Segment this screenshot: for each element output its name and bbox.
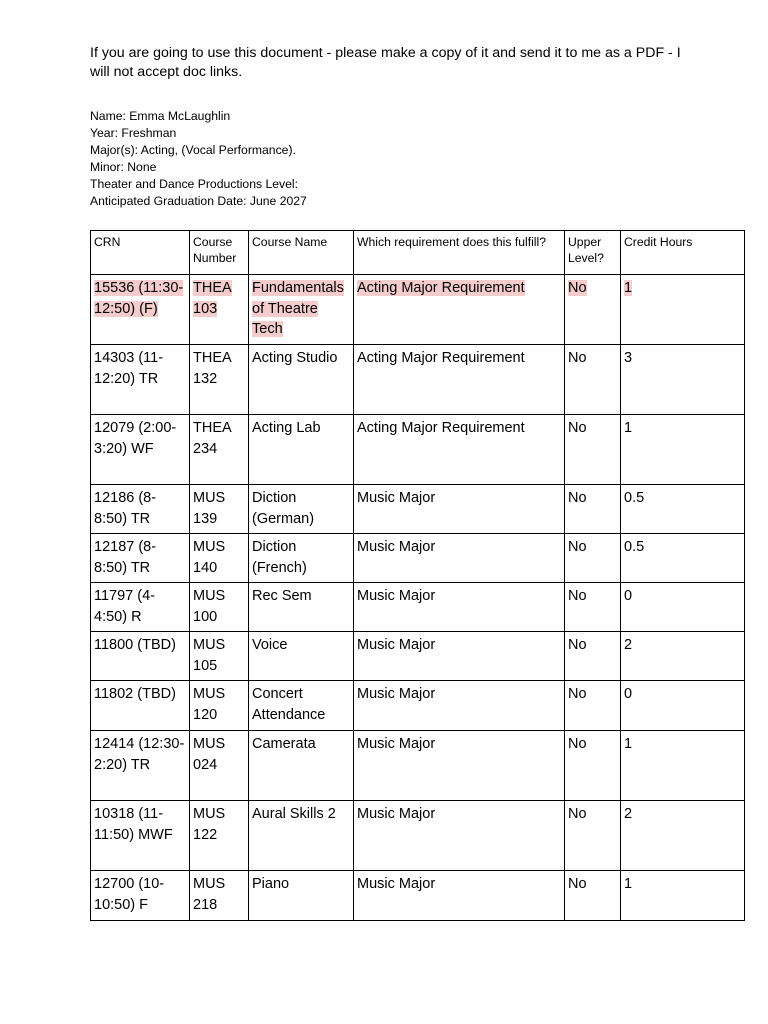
- cell-upper-level: [565, 275, 621, 345]
- cell-crn: [91, 871, 190, 921]
- student-info: [90, 108, 744, 210]
- cell-text: MUS 140: [193, 539, 226, 576]
- cell-requirement: [354, 681, 565, 731]
- cell-text: THEA 103: [193, 280, 232, 317]
- cell-text: 12079 (2:00-3:20) WF: [94, 420, 177, 457]
- cell-text: Music Major: [357, 686, 436, 702]
- cell-course-name: [249, 415, 354, 485]
- cell-crn: [91, 801, 190, 871]
- cell-text: MUS 122: [193, 806, 226, 843]
- cell-text: 1: [624, 736, 633, 752]
- cell-course-number: [190, 534, 249, 583]
- cell-text: 12187 (8-8:50) TR: [94, 539, 157, 576]
- cell-text: 11802 (TBD): [94, 686, 176, 702]
- table-row: [91, 583, 745, 632]
- cell-text: 14303 (11-12:20) TR: [94, 350, 164, 387]
- cell-crn: [91, 345, 190, 415]
- cell-text: 10318 (11-11:50) MWF: [94, 806, 173, 843]
- cell-course-name: [249, 632, 354, 681]
- cell-text: 15536 (11:30-12:50) (F): [94, 280, 184, 317]
- cell-text: No: [568, 876, 587, 892]
- student-minor: Minor: None: [90, 160, 157, 174]
- table-row: [91, 801, 745, 871]
- cell-text: No: [568, 736, 587, 752]
- cell-text: 1: [624, 420, 633, 436]
- cell-requirement: [354, 275, 565, 345]
- cell-requirement: [354, 583, 565, 632]
- cell-credit-hours: [621, 681, 745, 731]
- cell-text: MUS 105: [193, 637, 226, 674]
- cell-course-name: [249, 681, 354, 731]
- table-row: [91, 275, 745, 345]
- cell-text: 3: [624, 350, 633, 366]
- table-row: [91, 485, 745, 534]
- cell-text: Acting Major Requirement: [357, 280, 525, 296]
- cell-text: Music Major: [357, 588, 436, 604]
- table-row: [91, 871, 745, 921]
- cell-course-number: [190, 345, 249, 415]
- cell-text: Acting Major Requirement: [357, 350, 525, 366]
- cell-text: Music Major: [357, 637, 436, 653]
- cell-text: Fundamentals of Theatre Tech: [252, 280, 344, 337]
- cell-text: Piano: [252, 876, 290, 892]
- cell-text: 0.5: [624, 539, 645, 555]
- cell-text: 12700 (10-10:50) F: [94, 876, 165, 913]
- cell-text: Acting Studio: [252, 350, 338, 366]
- cell-text: THEA 132: [193, 350, 231, 387]
- cell-course-name: [249, 801, 354, 871]
- header-course-name: Course Name: [249, 231, 354, 275]
- student-name: Name: Emma McLaughlin: [90, 109, 231, 123]
- cell-text: Acting Major Requirement: [357, 420, 525, 436]
- cell-course-number: [190, 632, 249, 681]
- cell-text: Music Major: [357, 806, 436, 822]
- cell-requirement: [354, 632, 565, 681]
- cell-credit-hours: [621, 583, 745, 632]
- course-table: [90, 230, 745, 921]
- productions-level: Theater and Dance Productions Level:: [90, 177, 298, 191]
- cell-text: 0: [624, 686, 633, 702]
- cell-course-number: [190, 485, 249, 534]
- cell-upper-level: [565, 534, 621, 583]
- cell-crn: [91, 731, 190, 801]
- cell-text: Music Major: [357, 736, 436, 752]
- cell-credit-hours: [621, 801, 745, 871]
- cell-course-number: [190, 275, 249, 345]
- cell-text: 11800 (TBD): [94, 637, 176, 653]
- cell-text: No: [568, 686, 587, 702]
- cell-crn: [91, 485, 190, 534]
- header-credit-hours: Credit Hours: [621, 231, 745, 275]
- cell-course-name: [249, 871, 354, 921]
- cell-text: Concert Attendance: [252, 686, 326, 723]
- cell-text: MUS 100: [193, 588, 226, 625]
- cell-crn: [91, 681, 190, 731]
- cell-upper-level: [565, 801, 621, 871]
- cell-course-name: [249, 534, 354, 583]
- table-row: [91, 534, 745, 583]
- cell-text: MUS 218: [193, 876, 226, 913]
- cell-credit-hours: [621, 534, 745, 583]
- cell-text: 2: [624, 637, 633, 653]
- cell-text: 12414 (12:30-2:20) TR: [94, 736, 185, 773]
- cell-upper-level: [565, 871, 621, 921]
- cell-course-name: [249, 731, 354, 801]
- cell-course-number: [190, 731, 249, 801]
- table-row: [91, 345, 745, 415]
- cell-course-number: [190, 681, 249, 731]
- cell-text: No: [568, 420, 587, 436]
- cell-text: No: [568, 280, 587, 296]
- cell-text: Rec Sem: [252, 588, 312, 604]
- cell-course-number: [190, 801, 249, 871]
- cell-credit-hours: [621, 731, 745, 801]
- cell-upper-level: [565, 681, 621, 731]
- table-row: [91, 681, 745, 731]
- cell-upper-level: [565, 731, 621, 801]
- cell-requirement: [354, 415, 565, 485]
- cell-text: 0.5: [624, 490, 645, 506]
- cell-text: 12186 (8-8:50) TR: [94, 490, 157, 527]
- graduation-date: Anticipated Graduation Date: June 2027: [90, 194, 307, 208]
- instruction-note: If you are going to use this document - please make a copy of it and send it to me as a PDF - I will not accept doc links.: [90, 45, 681, 80]
- cell-text: MUS 139: [193, 490, 226, 527]
- cell-text: Camerata: [252, 736, 316, 752]
- cell-text: Music Major: [357, 876, 436, 892]
- cell-text: Diction (French): [252, 539, 307, 576]
- cell-course-name: [249, 275, 354, 345]
- cell-text: No: [568, 350, 587, 366]
- cell-text: No: [568, 806, 587, 822]
- cell-credit-hours: [621, 871, 745, 921]
- cell-text: 1: [624, 876, 633, 892]
- cell-text: No: [568, 588, 587, 604]
- cell-course-number: [190, 583, 249, 632]
- table-row: [91, 415, 745, 485]
- cell-credit-hours: [621, 415, 745, 485]
- cell-credit-hours: [621, 632, 745, 681]
- cell-upper-level: [565, 345, 621, 415]
- cell-crn: [91, 534, 190, 583]
- cell-credit-hours: [621, 275, 745, 345]
- cell-text: 11797 (4-4:50) R: [94, 588, 155, 625]
- cell-requirement: [354, 345, 565, 415]
- cell-upper-level: [565, 583, 621, 632]
- cell-text: Music Major: [357, 539, 436, 555]
- cell-text: MUS 024: [193, 736, 226, 773]
- cell-course-name: [249, 485, 354, 534]
- cell-requirement: [354, 534, 565, 583]
- header-crn: CRN: [91, 231, 190, 275]
- cell-upper-level: [565, 415, 621, 485]
- cell-upper-level: [565, 485, 621, 534]
- table-row: [91, 632, 745, 681]
- cell-text: Aural Skills 2: [252, 806, 336, 822]
- cell-text: Acting Lab: [252, 420, 321, 436]
- cell-crn: [91, 275, 190, 345]
- table-header-row: [91, 231, 745, 275]
- cell-course-name: [249, 583, 354, 632]
- student-majors: Major(s): Acting, (Vocal Performance).: [90, 143, 296, 157]
- cell-text: No: [568, 637, 587, 653]
- cell-crn: [91, 583, 190, 632]
- table-row: [91, 731, 745, 801]
- cell-text: THEA 234: [193, 420, 231, 457]
- header-course-number: Course Number: [190, 231, 249, 275]
- cell-text: No: [568, 490, 587, 506]
- cell-text: No: [568, 539, 587, 555]
- cell-crn: [91, 415, 190, 485]
- document-page: [90, 44, 744, 913]
- cell-upper-level: [565, 632, 621, 681]
- course-rows: [91, 275, 745, 921]
- cell-credit-hours: [621, 345, 745, 415]
- cell-text: Music Major: [357, 490, 436, 506]
- cell-text: 0: [624, 588, 633, 604]
- cell-course-name: [249, 345, 354, 415]
- header-requirement: Which requirement does this fulfill?: [354, 231, 565, 275]
- cell-text: Diction (German): [252, 490, 315, 527]
- cell-course-number: [190, 871, 249, 921]
- cell-requirement: [354, 801, 565, 871]
- cell-text: 1: [624, 280, 633, 296]
- cell-requirement: [354, 731, 565, 801]
- student-year: Year: Freshman: [90, 126, 177, 140]
- cell-text: 2: [624, 806, 633, 822]
- cell-requirement: [354, 871, 565, 921]
- cell-crn: [91, 632, 190, 681]
- cell-course-number: [190, 415, 249, 485]
- cell-credit-hours: [621, 485, 745, 534]
- header-upper-level: Upper Level?: [565, 231, 621, 275]
- cell-text: Voice: [252, 637, 288, 653]
- cell-text: MUS 120: [193, 686, 226, 723]
- cell-requirement: [354, 485, 565, 534]
